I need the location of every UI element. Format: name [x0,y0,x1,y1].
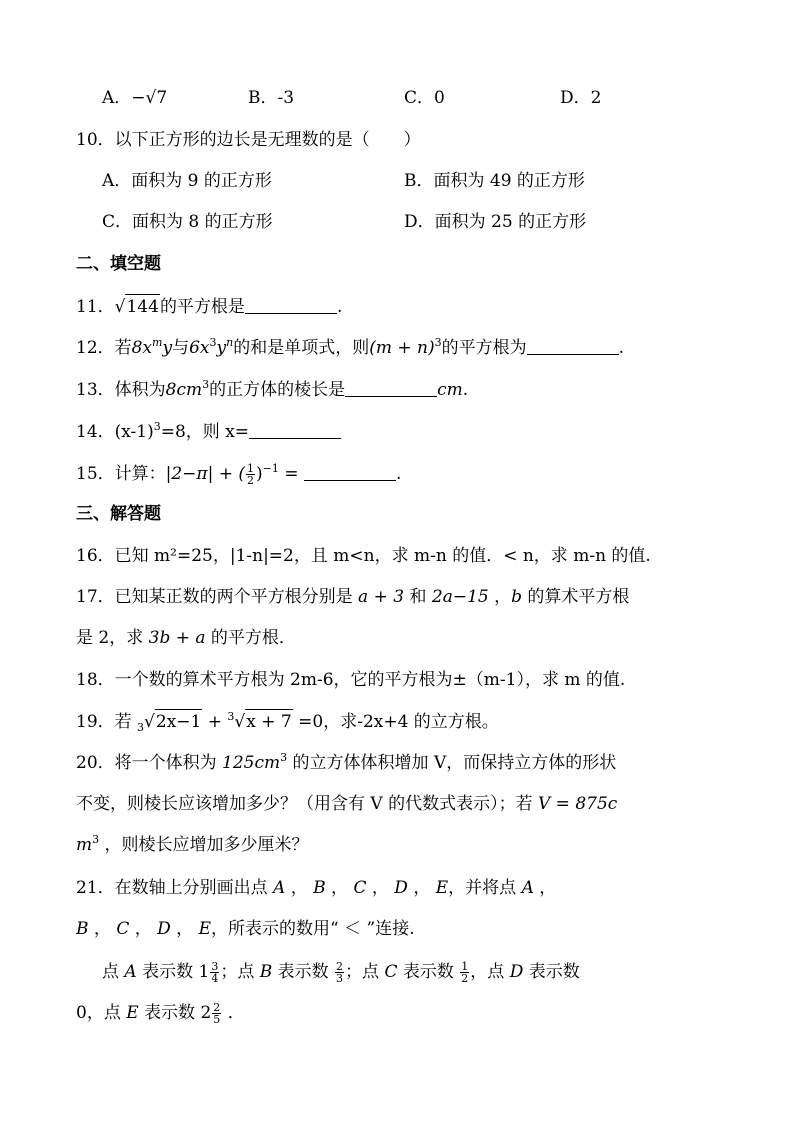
q13-number: 13．体积为 [76,380,166,400]
q17-text: 的算术平方根 [522,587,630,607]
q21-text: 表示数 [144,1003,196,1023]
sqrt-symbol: √144 [115,294,160,319]
q15-fraction [246,463,255,486]
q12-sup: n [226,336,234,349]
sqrt-symbol: √2x−1 [144,709,202,734]
q21-line2: B ， C ， D ， E，所表示的数用“ ＜ ”连接. [76,919,415,939]
q19 [76,709,499,734]
q21-text: ，点 [470,962,505,982]
q10-option-d: D．面积为 25 的正方形 [404,212,587,232]
q21-line3 [102,960,580,984]
q20-expr: V = 875c [538,794,618,814]
q14-rest: =8，则 x= [160,422,250,442]
section-solve-title: 三、解答题 [76,504,161,524]
q12-number: 12．若 [76,338,132,358]
q17-text: 的平方根． [205,628,296,648]
q21-text: 表示数 [277,962,329,982]
q11-end: . [336,297,343,317]
q15-paren: ) [256,464,263,484]
q21-line4 [76,1001,245,1025]
mixed-whole: 2 [200,1003,212,1023]
point-label: C [116,919,130,939]
point-c-fraction [460,961,469,984]
mixed-number [198,960,221,985]
q12-text: 的平方根为 [441,338,527,358]
point-label: A [124,962,137,982]
fraction-numerator: 1 [247,462,255,475]
fraction-numerator: 1 [461,960,469,973]
q10-option-a: A．面积为 9 的正方形 [102,171,272,191]
q13-sup: 3 [202,378,210,391]
point-label: E [198,919,212,939]
q17-expr: 3b + a [148,628,206,648]
cube-root-index: 3 [227,710,235,723]
point-label: D [157,919,171,939]
q19-plus: + [202,712,228,732]
fraction-numerator: 3 [211,960,219,973]
fraction-numerator: 2 [336,960,344,973]
q15-expression: |2−π| + ( [165,464,246,484]
point-label: E [126,1003,139,1023]
q21-text: 表示数 [142,962,194,982]
q21-end: ． [227,1003,245,1023]
q13-answer-blank[interactable] [345,379,437,397]
point-label: B [259,962,273,982]
q9-option-b: B．-3 [248,88,295,108]
sqrt-symbol: √x + 7 [234,709,292,734]
fraction-denominator: 3 [336,972,344,985]
q19-rest: =0，求-2x+4 的立方根。 [292,712,499,732]
fraction-denominator: 2 [461,972,469,985]
q12-term: y [216,338,227,358]
mixed-number [200,1001,222,1026]
mixed-fraction [212,1002,221,1025]
q17-text: 是 2，求 [76,628,149,648]
point-label: D [509,962,524,982]
q18: 18．一个数的算术平方根为 2m-6，它的平方根为±（m-1），求 m 的值. [76,670,626,690]
q12-answer-blank[interactable] [527,337,619,355]
q12 [76,336,624,360]
q12-sup: 3 [434,336,442,349]
q20-unit: m [76,835,93,855]
q13-text: 的正方体的棱长是 [209,380,346,400]
q19-number: 19．若 [76,712,138,732]
q21-text: 21．在数轴上分别画出点 [76,878,268,898]
cube-root-index: 3 [137,721,145,734]
q12-term: y [162,338,173,358]
q13 [76,378,468,402]
q11-radicand: 144 [125,294,159,319]
option-letter: A． [102,88,132,108]
q15-sup: −1 [262,462,279,475]
q15 [76,462,401,486]
mixed-fraction [210,961,219,984]
q20-sup: 3 [280,751,288,764]
point-label: B [76,919,89,939]
q10-option-c: C．面积为 8 的正方形 [102,212,273,232]
q12-sup: 3 [209,336,217,349]
q14-answer-blank[interactable] [249,421,341,439]
q17-text: ， [488,587,512,607]
q20-volume: 125cm [222,753,281,773]
fraction-denominator: 2 [247,474,255,487]
q20-line1 [76,751,616,775]
q15-eq: = [278,464,304,484]
fraction-denominator: 4 [211,972,219,985]
q21-line1: 21．在数轴上分别画出点 A ， B ， C ， D ， E，并将点 A ， [76,878,557,898]
q12-term: 6x [189,338,210,358]
q13-term: 8cm [165,380,203,400]
q17-line1 [76,585,629,609]
q12-term: 8x [131,338,153,358]
q21-text: 点 [102,962,119,982]
q14 [76,420,341,444]
point-label: A [521,878,534,898]
q20-text: 不变，则棱长应该增加多少？（用含有 V 的代数式表示）；若 [76,794,538,814]
q16: 16．已知 m²=25，|1-n|=2，且 m<n，求 m-n 的值．< n，求 m-n 的值. [76,546,651,566]
mixed-whole: 1 [198,962,210,982]
point-label: D [394,878,408,898]
q21-text: 0，点 [76,1003,121,1023]
q15-number: 15．计算： [76,464,166,484]
fraction-denominator: 5 [213,1013,221,1026]
q12-end: . [618,338,624,358]
q19-radicand: x + 7 [245,709,292,734]
q9-option-c: C．0 [404,88,445,108]
q12-text: 的和是单项式，则 [233,338,370,358]
q20-text: 20．将一个体积为 [76,753,223,773]
point-label: A [273,878,286,898]
q15-answer-blank[interactable] [304,463,396,481]
point-label: B [313,878,326,898]
q14-text: 14．(x-1) [76,422,154,442]
q21-text: ；点 [345,962,380,982]
q10-stem: 10．以下正方形的边长是无理数的是（ ） [76,130,421,150]
option-value: −√7 [131,88,168,108]
q19-radicand: 2x−1 [155,709,202,734]
q21-text: 表示数 [402,962,454,982]
point-b-fraction [335,961,344,984]
q10-option-b: B．面积为 49 的正方形 [404,171,585,191]
q20-line2 [76,792,617,816]
section-fill-in-title: 二、填空题 [76,254,161,274]
q20-sup: 3 [92,833,100,846]
q17-expr: 2a−15 [431,587,489,607]
q14-sup: 3 [153,420,161,433]
q11 [76,294,342,319]
q15-end: . [395,464,402,484]
q20-text: ，则棱长应增加多少厘米？ [99,835,309,855]
q11-number: 11． [76,297,115,317]
q21-text: ；点 [220,962,255,982]
fraction-numerator: 2 [213,1001,221,1014]
q12-text: 与 [172,338,190,358]
q9-option-a [102,86,167,110]
point-label: C [384,962,398,982]
q17-expr: a + 3 [358,587,405,607]
q17-expr: b [511,587,522,607]
point-label: C [353,878,367,898]
q13-unit: cm. [437,380,469,400]
q12-sup: m [152,336,163,349]
point-label: E [435,878,449,898]
q21-text: ，并将点 [448,878,517,898]
q20-line3 [76,833,309,857]
q17-line2 [76,626,296,650]
q11-text: 的平方根是 [159,297,245,317]
q21-text: 表示数 [528,962,580,982]
q21-text: ，所表示的数用“ ＜ ”连接. [211,919,415,939]
q20-text: 的立方体体积增加 V，而保持立方体的形状 [287,753,617,773]
q17-text: 17．已知某正数的两个平方根分别是 [76,587,359,607]
q9-option-d: D．2 [560,88,602,108]
q17-text: 和 [404,587,432,607]
q12-term: (m + n) [369,338,435,358]
q11-answer-blank[interactable] [245,296,337,314]
